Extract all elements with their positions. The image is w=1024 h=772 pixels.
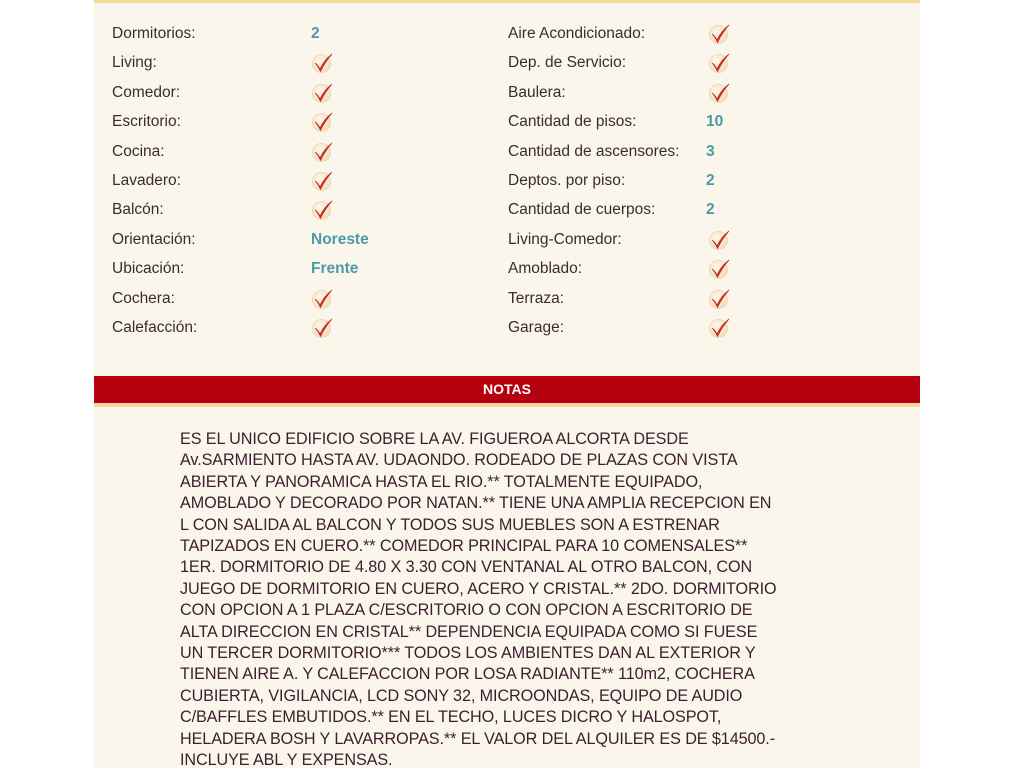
notes-header <box>94 376 920 403</box>
feature-value: 2 <box>311 25 320 42</box>
checkmark-icon <box>309 51 335 75</box>
checkmark-icon <box>309 287 335 311</box>
notes-line: JUEGO DE DORMITORIO EN CUERO, ACERO Y CRISTAL.** 2DO. DORMITORIO <box>180 579 777 598</box>
checkmark-icon <box>309 316 335 340</box>
feature-label: Cantidad de ascensores: <box>508 142 680 160</box>
checkmark-icon <box>309 140 335 164</box>
feature-label: Garage: <box>508 318 565 336</box>
checkmark-icon <box>706 257 732 281</box>
feature-value: 2 <box>706 201 715 219</box>
checkmark-icon <box>309 81 335 105</box>
feature-label: Living-Comedor: <box>508 230 622 248</box>
feature-label: Living: <box>112 54 157 72</box>
notes-line: TIENEN AIRE A. Y CALEFACCION POR LOSA RADIANTE** 110m2, COCHERA <box>180 665 755 684</box>
feature-value: Frente <box>311 260 359 278</box>
property-details-panel <box>94 0 920 768</box>
feature-label: Dep. de Servicio: <box>508 54 627 72</box>
checkmark-icon <box>706 228 732 252</box>
feature-label: Comedor: <box>112 83 181 101</box>
notes-line: TAPIZADOS EN CUERO.** COMEDOR PRINCIPAL PARA 10 COMENSALES** <box>180 537 748 556</box>
checkmark-icon <box>309 169 335 193</box>
top-divider <box>94 0 920 3</box>
feature-label: Terraza: <box>508 289 564 307</box>
feature-label: Escritorio: <box>112 113 181 131</box>
notes-line: CUBIERTA, VIGILANCIA, LCD SONY 32, MICROONDAS, EQUIPO DE AUDIO <box>180 686 743 705</box>
notes-line: ABIERTA Y PANORAMICA HASTA EL RIO.** TOTALMENTE EQUIPADO, <box>180 472 703 491</box>
feature-value: 10 <box>706 113 724 131</box>
feature-label: Lavadero: <box>112 171 181 189</box>
notes-line: C/BAFFLES EMBUTIDOS.** EN EL TECHO, LUCES DICRO Y HALOSPOT, <box>180 708 722 727</box>
notes-line: INCLUYE ABL Y EXPENSAS. <box>180 751 393 770</box>
feature-label: Aire Acondicionado: <box>508 25 646 42</box>
notes-line: AMOBLADO Y DECORADO POR NATAN.** TIENE UNA AMPLIA RECEPCION EN <box>180 494 772 513</box>
checkmark-icon <box>309 110 335 134</box>
feature-label: Cantidad de pisos: <box>508 113 637 131</box>
checkmark-icon <box>309 198 335 222</box>
feature-label: Cantidad de cuerpos: <box>508 201 656 219</box>
checkmark-icon <box>706 22 732 46</box>
feature-value: Noreste <box>311 230 369 248</box>
checkmark-icon <box>706 287 732 311</box>
notes-title: NOTAS <box>483 381 531 397</box>
checkmark-icon <box>706 51 732 75</box>
checkmark-icon <box>706 316 732 340</box>
feature-value: 3 <box>706 142 715 160</box>
notes-line: CON OPCION A 1 PLAZA C/ESCRITORIO O CON OPCION A ESCRITORIO DE <box>180 601 753 620</box>
notes-body <box>180 429 840 772</box>
feature-label: Amoblado: <box>508 260 583 278</box>
feature-label: Calefacción: <box>112 318 198 336</box>
notes-line: HELADERA BOSH Y LAVARROPAS.** EL VALOR DEL ALQUILER ES DE $14500.- <box>180 729 775 748</box>
notes-line: UN TERCER DORMITORIO*** TODOS LOS AMBIENTES DAN AL EXTERIOR Y <box>180 644 756 663</box>
checkmark-icon <box>706 81 732 105</box>
notes-line: ALTA DIRECCION EN CRISTAL** DEPENDENCIA EQUIPADA COMO SI FUESE <box>180 622 758 641</box>
notes-line: L CON SALIDA AL BALCON Y TODOS SUS MUEBLES SON A ESTRENAR <box>180 515 720 534</box>
feature-label: Deptos. por piso: <box>508 171 626 189</box>
feature-label: Balcón: <box>112 201 164 219</box>
notes-line: Av.SARMIENTO HASTA AV. UDAONDO. RODEADO DE PLAZAS CON VISTA <box>180 451 738 470</box>
notes-line: 1ER. DORMITORIO DE 4.80 X 3.30 CON VENTANAL AL OTRO BALCON, CON <box>180 558 753 577</box>
feature-label: Cochera: <box>112 289 175 307</box>
notes-divider <box>94 403 920 407</box>
feature-label: Cocina: <box>112 142 165 160</box>
feature-label: Dormitorios: <box>112 25 196 42</box>
notes-line: ES EL UNICO EDIFICIO SOBRE LA AV. FIGUEROA ALCORTA DESDE <box>180 430 689 448</box>
feature-value: 2 <box>706 171 715 189</box>
feature-label: Baulera: <box>508 83 566 101</box>
feature-label: Ubicación: <box>112 260 185 278</box>
feature-label: Orientación: <box>112 230 196 248</box>
